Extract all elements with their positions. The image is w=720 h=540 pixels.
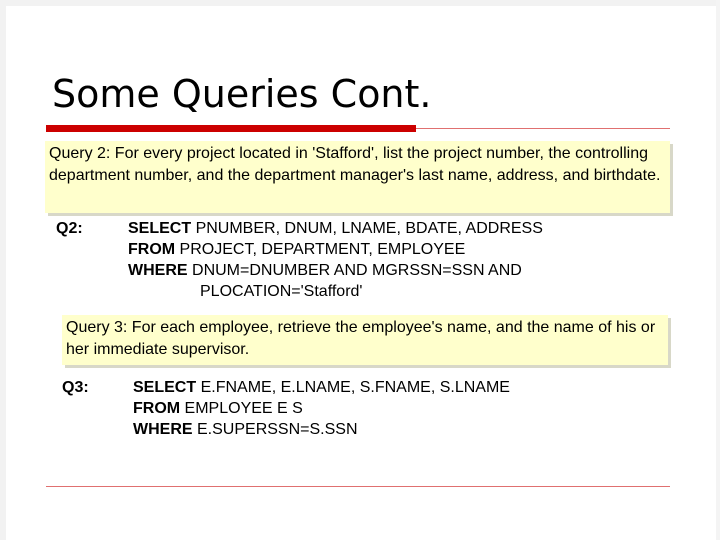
title-underline-accent xyxy=(46,125,416,132)
query3-sql xyxy=(133,377,510,440)
sql-keyword: FROM xyxy=(133,400,181,417)
sql-keyword: FROM xyxy=(128,241,176,258)
sql-keyword: WHERE xyxy=(133,421,193,438)
query2-description-note: Query 2: For every project located in 'Stafford', list the project number, the controlling department number, and the department manager's last name, address, and birthdate. xyxy=(45,141,670,213)
title-underline-rule xyxy=(416,128,670,129)
sql-text: PROJECT, DEPARTMENT, EMPLOYEE xyxy=(175,241,466,258)
query2-label: Q2: xyxy=(56,220,83,237)
query3-sql-line xyxy=(133,377,510,398)
query2-sql xyxy=(128,218,543,302)
query2-sql-line xyxy=(128,260,543,281)
sql-text: DNUM=DNUMBER AND MGRSSN=SSN AND xyxy=(187,262,522,279)
sql-text: EMPLOYEE E S xyxy=(180,400,303,417)
sql-text: PLOCATION='Stafford' xyxy=(200,283,363,300)
sql-text: PNUMBER, DNUM, LNAME, BDATE, ADDRESS xyxy=(191,220,543,237)
query3-sql-line xyxy=(133,398,510,419)
sql-keyword: WHERE xyxy=(128,262,188,279)
sql-keyword: SELECT xyxy=(133,379,197,396)
query2-sql-line xyxy=(128,239,543,260)
query3-sql-line xyxy=(133,419,510,440)
query2-sql-line xyxy=(128,218,543,239)
sql-keyword: SELECT xyxy=(128,220,192,237)
slide-border-top xyxy=(0,0,720,6)
query3-label: Q3: xyxy=(62,379,89,396)
footer-rule xyxy=(46,486,670,487)
sql-text: E.FNAME, E.LNAME, S.FNAME, S.LNAME xyxy=(196,379,510,396)
query3-description-note: Query 3: For each employee, retrieve the employee's name, and the name of his or her immediate supervisor. xyxy=(62,315,668,365)
query2-sql-line xyxy=(128,281,543,302)
sql-text: E.SUPERSSN=S.SSN xyxy=(192,421,358,438)
slide-title: Some Queries Cont. xyxy=(52,72,432,116)
slide-border-left xyxy=(0,0,6,540)
slide-border-right xyxy=(716,0,720,540)
